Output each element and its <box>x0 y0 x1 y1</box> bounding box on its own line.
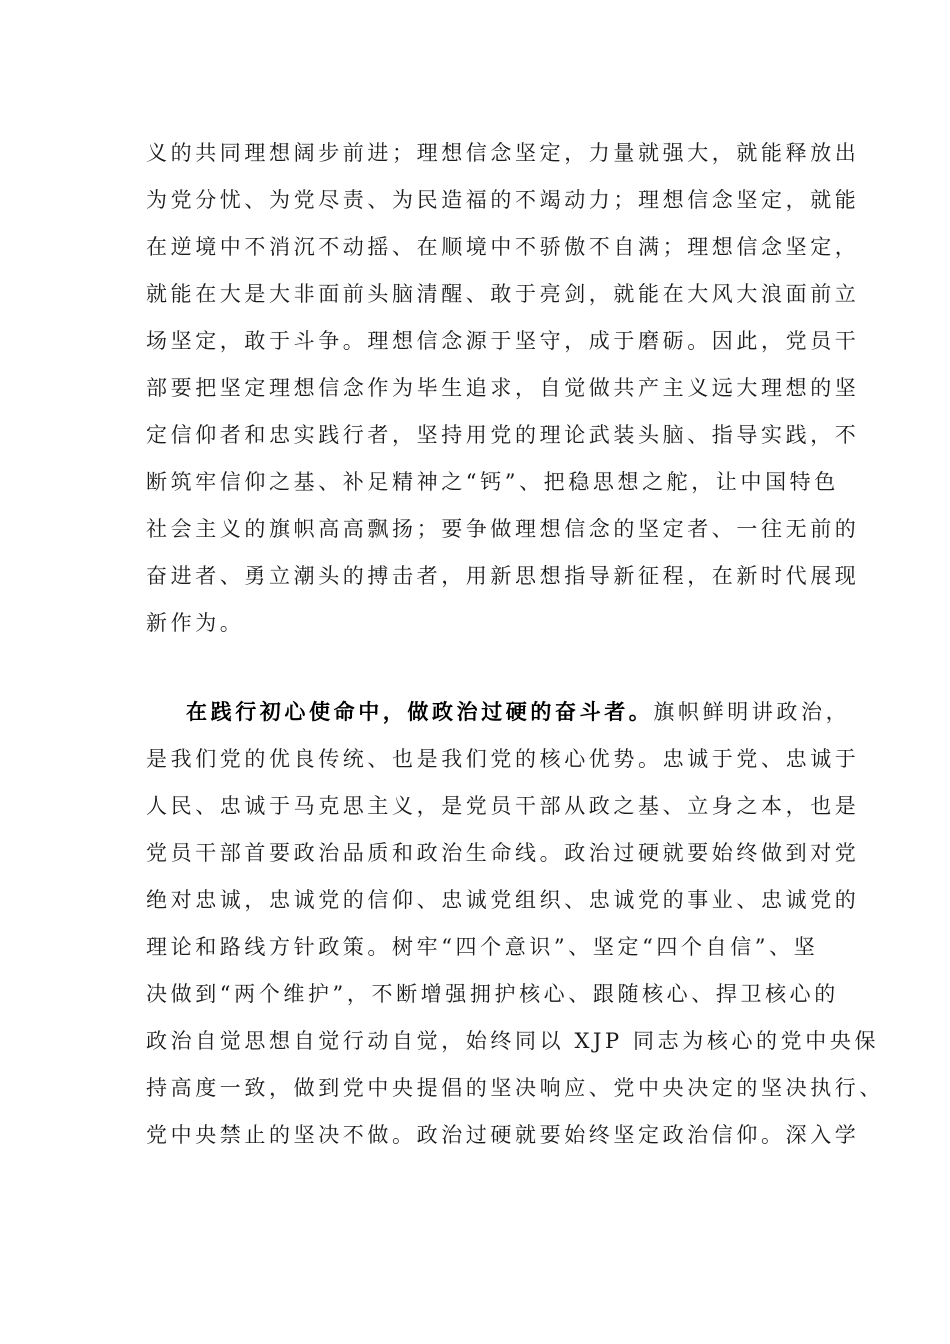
paragraph-line: 绝对忠诚，忠诚党的信仰、忠诚党组织、忠诚党的事业、忠诚党的 <box>146 888 860 912</box>
heading-continuation: 旗帜鲜明讲政治， <box>653 700 851 724</box>
paragraph-line: 理论和路线方针政策。树牢“四个意识”、坚定“四个自信”、坚 <box>146 935 819 959</box>
paragraph-line: 部要把坚定理想信念作为毕生追求，自觉做共产主义远大理想的坚 <box>146 376 860 400</box>
paragraph-line: 政治自觉思想自觉行动自觉，始终同以 XJP 同志为核心的党中央保 <box>146 1029 880 1053</box>
paragraph-line: 场坚定，敢于斗争。理想信念源于坚守，成于磨砺。因此，党员干 <box>146 329 860 353</box>
paragraph-line: 持高度一致，做到党中央提倡的坚决响应、党中央决定的坚决执行、 <box>146 1076 884 1100</box>
paragraph-line: 奋进者、勇立潮头的搏击者，用新思想指导新征程，在新时代展现 <box>146 564 860 588</box>
paragraph-line: 党员干部首要政治品质和政治生命线。政治过硬就要始终做到对党 <box>146 841 860 865</box>
paragraph-line: 党中央禁止的坚决不做。政治过硬就要始终坚定政治信仰。深入学 <box>146 1123 860 1147</box>
paragraph-line: 定信仰者和忠实践行者，坚持用党的理论武装头脑、指导实践，不 <box>146 423 860 447</box>
paragraph-line: 人民、忠诚于马克思主义，是党员干部从政之基、立身之本，也是 <box>146 794 860 818</box>
paragraph-line: 社会主义的旗帜高高飘扬；要争做理想信念的坚定者、一往无前的 <box>146 517 860 541</box>
section-heading: 在践行初心使命中，做政治过硬的奋斗者。 <box>186 699 654 724</box>
paragraph-line: 在逆境中不消沉不动摇、在顺境中不骄傲不自满；理想信念坚定， <box>146 235 860 259</box>
paragraph-line: 义的共同理想阔步前进；理想信念坚定，力量就强大，就能释放出 <box>146 141 860 165</box>
paragraph-line: 是我们党的优良传统、也是我们党的核心优势。忠诚于党、忠诚于 <box>146 747 860 771</box>
paragraph-line: 决做到“两个维护”，不断增强拥护核心、跟随核心、捍卫核心的 <box>146 982 839 1006</box>
paragraph-line: 断筑牢信仰之基、补足精神之“钙”、把稳思想之舵，让中国特色 <box>146 470 839 494</box>
paragraph-line: 就能在大是大非面前头脑清醒、敢于亮剑，就能在大风大浪面前立 <box>146 282 860 306</box>
paragraph-line: 为党分忧、为党尽责、为民造福的不竭动力；理想信念坚定，就能 <box>146 188 860 212</box>
paragraph-first-line <box>186 697 850 727</box>
paragraph-line: 新作为。 <box>146 611 245 635</box>
